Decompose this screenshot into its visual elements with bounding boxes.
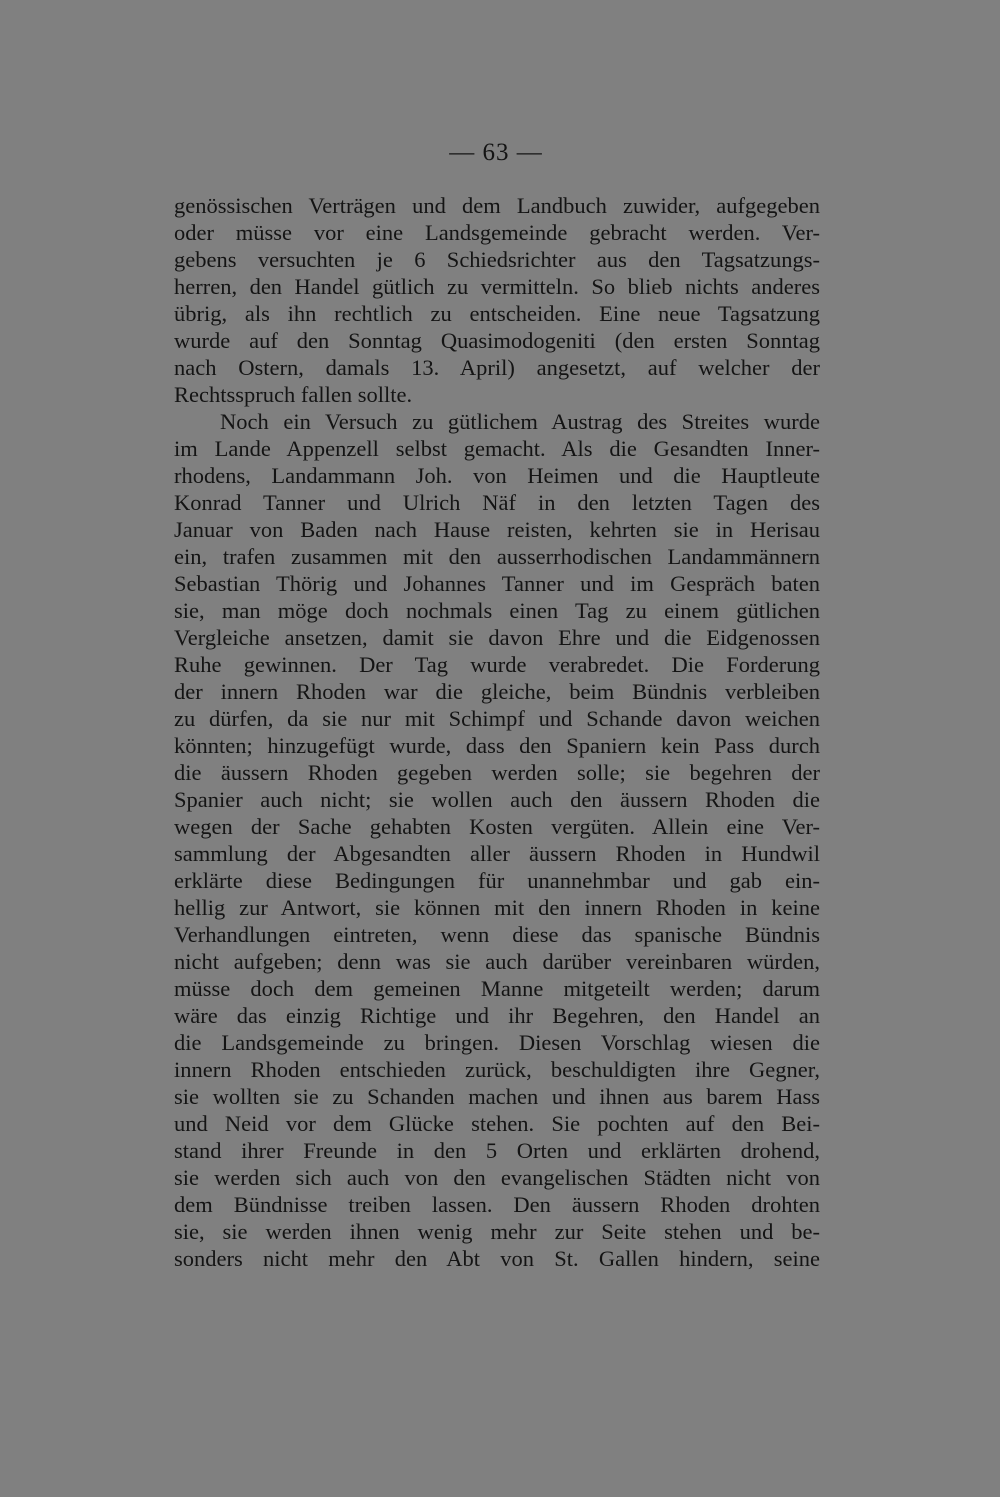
text-line: nicht aufgeben; denn was sie auch darüber vereinbaren würden, xyxy=(174,949,820,974)
text-line: und Neid vor dem Glücke stehen. Sie pochten auf den Bei- xyxy=(174,1111,820,1136)
text-line: Noch ein Versuch zu gütlichem Austrag des Streites wurde xyxy=(220,409,820,434)
text-line: übrig, als ihn rechtlich zu entscheiden. Eine neue Tagsatzung xyxy=(174,301,820,326)
text-line: Januar von Baden nach Hause reisten, kehrten sie in Herisau xyxy=(174,517,820,542)
text-line: herren, den Handel gütlich zu vermitteln. So blieb nichts anderes xyxy=(174,274,820,299)
text-line: im Lande Appenzell selbst gemacht. Als die Gesandten Inner- xyxy=(174,436,820,461)
text-line: sie werden sich auch von den evangelischen Städten nicht von xyxy=(174,1165,820,1190)
text-line: die Landsgemeinde zu bringen. Diesen Vorschlag wiesen die xyxy=(174,1030,820,1055)
text-line: müsse doch dem gemeinen Manne mitgeteilt werden; darum xyxy=(174,976,820,1001)
paragraph-1 xyxy=(174,192,820,408)
text-line: Konrad Tanner und Ulrich Näf in den letzten Tagen des xyxy=(174,490,820,515)
text-line: wäre das einzig Richtige und ihr Begehren, den Handel an xyxy=(174,1003,820,1028)
text-line: Spanier auch nicht; sie wollen auch den äussern Rhoden die xyxy=(174,787,820,812)
text-line: nach Ostern, damals 13. April) angesetzt, auf welcher der xyxy=(174,355,820,380)
text-line: sonders nicht mehr den Abt von St. Gallen hindern, seine xyxy=(174,1246,820,1271)
text-line: sie wollten sie zu Schanden machen und ihnen aus barem Hass xyxy=(174,1084,820,1109)
text-line: oder müsse vor eine Landsgemeinde gebracht werden. Ver- xyxy=(174,220,820,245)
text-line: rhodens, Landammann Joh. von Heimen und die Hauptleute xyxy=(174,463,820,488)
text-line: sammlung der Abgesandten aller äussern Rhoden in Hundwil xyxy=(174,841,820,866)
text-line: hellig zur Antwort, sie können mit den innern Rhoden in keine xyxy=(174,895,820,920)
text-line: innern Rhoden entschieden zurück, beschuldigten ihre Gegner, xyxy=(174,1057,820,1082)
text-line: ein, trafen zusammen mit den ausserrhodischen Landammännern xyxy=(174,544,820,569)
text-line: Vergleiche ansetzen, damit sie davon Ehre und die Eidgenossen xyxy=(174,625,820,650)
text-line: der innern Rhoden war die gleiche, beim Bündnis verbleiben xyxy=(174,679,820,704)
body-text xyxy=(174,192,820,1272)
text-line: könnten; hinzugefügt wurde, dass den Spaniern kein Pass durch xyxy=(174,733,820,758)
text-line: gebens versuchten je 6 Schiedsrichter aus den Tagsatzungs- xyxy=(174,247,820,272)
text-line: wurde auf den Sonntag Quasimodogeniti (den ersten Sonntag xyxy=(174,328,820,353)
text-line: genössischen Verträgen und dem Landbuch zuwider, aufgegeben xyxy=(174,193,820,218)
text-line: stand ihrer Freunde in den 5 Orten und erklärten drohend, xyxy=(174,1138,820,1163)
text-line: die äussern Rhoden gegeben werden solle; sie begehren der xyxy=(174,760,820,785)
text-line: sie, man möge doch nochmals einen Tag zu einem gütlichen xyxy=(174,598,820,623)
text-line: zu dürfen, da sie nur mit Schimpf und Schande davon weichen xyxy=(174,706,820,731)
text-line: Rechtsspruch fallen sollte. xyxy=(174,382,413,407)
text-line: dem Bündnisse treiben lassen. Den äussern Rhoden drohten xyxy=(174,1192,820,1217)
text-line: sie, sie werden ihnen wenig mehr zur Seite stehen und be- xyxy=(174,1219,820,1244)
paragraph-2 xyxy=(174,408,820,1272)
text-line: Ruhe gewinnen. Der Tag wurde verabredet. Die Forderung xyxy=(174,652,820,677)
text-line: Verhandlungen eintreten, wenn diese das spanische Bündnis xyxy=(174,922,820,947)
text-line: erklärte diese Bedingungen für unannehmbar und gab ein- xyxy=(174,868,820,893)
text-line: Sebastian Thörig und Johannes Tanner und im Gespräch baten xyxy=(174,571,820,596)
page-number: — 63 — xyxy=(449,139,543,166)
text-line: wegen der Sache gehabten Kosten vergüten. Allein eine Ver- xyxy=(174,814,820,839)
